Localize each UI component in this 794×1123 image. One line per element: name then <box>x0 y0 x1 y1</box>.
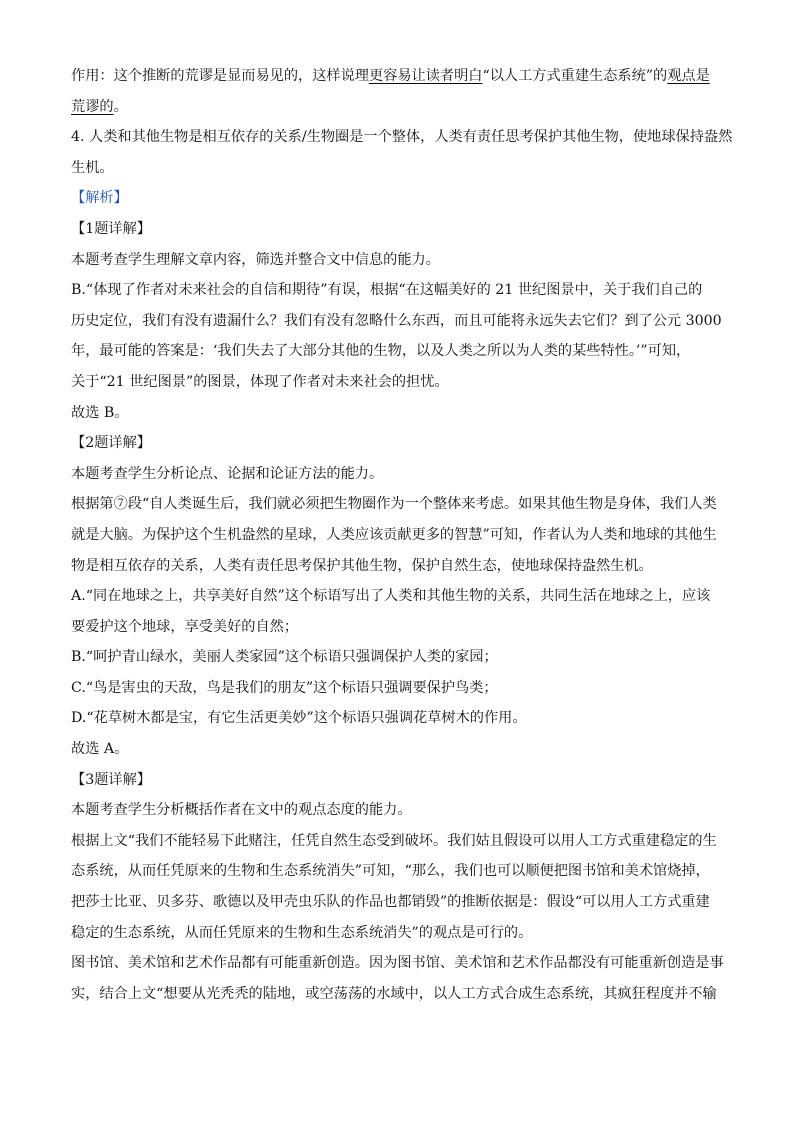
text-segment: A.“同在地球之上，共享美好自然”这个标语写出了人类和其他生物的关系，共同生活在地球之上，应该 <box>71 588 711 605</box>
text-segment: 【解析】 <box>71 190 128 207</box>
text-segment: 根据上文“我们不能轻易下此赌注，任凭自然生态受到破坏。我们姑且假设可以用人工方式重建稳定的生 <box>71 832 717 849</box>
text-line <box>71 398 725 429</box>
text-line <box>71 122 733 153</box>
text-segment: 就是大脑。为保护这个生机盎然的星球，人类应该贡献更多的智慧”可知，作者认为人类和地球的其他生 <box>71 526 717 543</box>
text-segment: 【2题详解】 <box>71 435 151 452</box>
text-line <box>71 153 725 184</box>
text-segment: 。 <box>113 98 128 115</box>
section-label <box>71 183 725 214</box>
text-segment: 把莎士比亚、贝多芬、歌德以及甲壳虫乐队的作品也都销毁”的推断依据是：假设“可以用人工方式重建 <box>71 894 710 911</box>
text-segment: D.“花草树木都是宝，有它生活更美妙”这个标语只强调花草树木的作用。 <box>71 710 527 727</box>
text-segment: “以人工方式重建生态系统”的 <box>482 68 668 84</box>
text-segment: 4. 人类和其他生物是相互依存的关系/生物圈是一个整体，人类有责任思考保护其他生物，使地球保持盎然 <box>71 129 733 146</box>
text-segment: 实，结合上文“想要从光秃秃的陆地，或空荡荡的水域中，以人工方式合成生态系统，其疯狂程度并不输 <box>71 985 717 1002</box>
text-segment: 要爱护这个地球，享受美好的自然； <box>71 618 299 635</box>
text-line <box>71 367 725 398</box>
text-segment: 物是相互依存的关系，人类有责任思考保护其他生物，保护自然生态，使地球保持盎然生机。 <box>71 557 653 574</box>
text-line <box>71 245 725 276</box>
text-segment: 【3题详解】 <box>71 771 151 788</box>
text-segment: 本题考查学生理解文章内容，筛选并整合文中信息的能力。 <box>71 251 440 268</box>
text-segment: 年，最可能的答案是：‘我们失去了大部分其他的生物，以及人类之所以为人类的某些特性。’”可知， <box>71 343 691 360</box>
text-segment: 历史定位，我们有没有遗漏什么？我们有没有忽略什么东西，而且可能将永远失去它们？到了公元 3000 <box>71 312 722 329</box>
document-page <box>71 61 733 1009</box>
text-segment: B.“体现了作者对未来社会的自信和期待”有误，根据“在这幅美好的 21 世纪图景中，关于我们自己的 <box>71 282 703 299</box>
text-line <box>71 612 725 643</box>
underlined-text: 观点是 <box>667 68 710 84</box>
text-segment: B.“呵护青山绿水，美丽人类家园”这个标语只强调保护人类的家园； <box>71 649 498 666</box>
text-line <box>71 918 725 949</box>
text-line <box>71 673 725 704</box>
text-line <box>71 551 725 582</box>
text-line <box>71 489 725 520</box>
text-line <box>71 336 725 367</box>
text-line <box>71 948 725 979</box>
text-segment: 态系统，从而任凭原来的生物和生态系统消失”可知，“那么，我们也可以顺便把图书馆和美术馆烧掉， <box>71 863 710 880</box>
text-segment: 作用：这个推断的荒谬是显而易见的，这样说理 <box>71 68 369 84</box>
text-segment: 【1题详解】 <box>71 220 151 237</box>
text-line <box>71 856 725 887</box>
text-segment: C.“鸟是害虫的天敌，鸟是我们的朋友”这个标语只强调要保护鸟类； <box>71 679 498 696</box>
text-line <box>71 275 725 306</box>
text-segment: 故选 A。 <box>71 741 129 758</box>
text-segment: 生机。 <box>71 159 114 176</box>
text-line <box>71 214 725 245</box>
text-segment: 本题考查学生分析论点、论据和论证方法的能力。 <box>71 465 384 482</box>
underlined-text: 荒谬的 <box>71 98 114 115</box>
text-segment: 本题考查学生分析概括作者在文中的观点态度的能力。 <box>71 802 412 819</box>
text-line <box>71 795 725 826</box>
text-segment: 图书馆、美术馆和艺术作品都有可能重新创造。因为图书馆、美术馆和艺术作品都没有可能重新创造是事 <box>71 955 724 972</box>
text-line <box>71 979 725 1010</box>
text-line <box>71 92 725 123</box>
text-line <box>71 520 725 551</box>
text-segment: 根据第⑦段“自人类诞生后，我们就必须把生物圈作为一个整体来考虑。如果其他生物是身体，我们人类 <box>71 496 717 513</box>
text-line <box>71 61 725 92</box>
text-segment: 稳定的生态系统，从而任凭原来的生物和生态系统消失”的观点是可行的。 <box>71 924 533 941</box>
text-line <box>71 642 725 673</box>
text-line <box>71 826 725 857</box>
text-segment: 故选 B。 <box>71 404 129 421</box>
text-segment: 关于“21 世纪图景”的图景，体现了作者对未来社会的担忧。 <box>71 373 449 390</box>
text-line <box>71 734 725 765</box>
text-line <box>71 428 725 459</box>
underlined-text: 更容易让读者明白 <box>368 68 483 84</box>
text-line <box>71 887 725 918</box>
text-line <box>71 459 725 490</box>
text-line <box>71 306 725 337</box>
text-line <box>71 765 725 796</box>
text-line <box>71 581 725 612</box>
text-line <box>71 703 725 734</box>
